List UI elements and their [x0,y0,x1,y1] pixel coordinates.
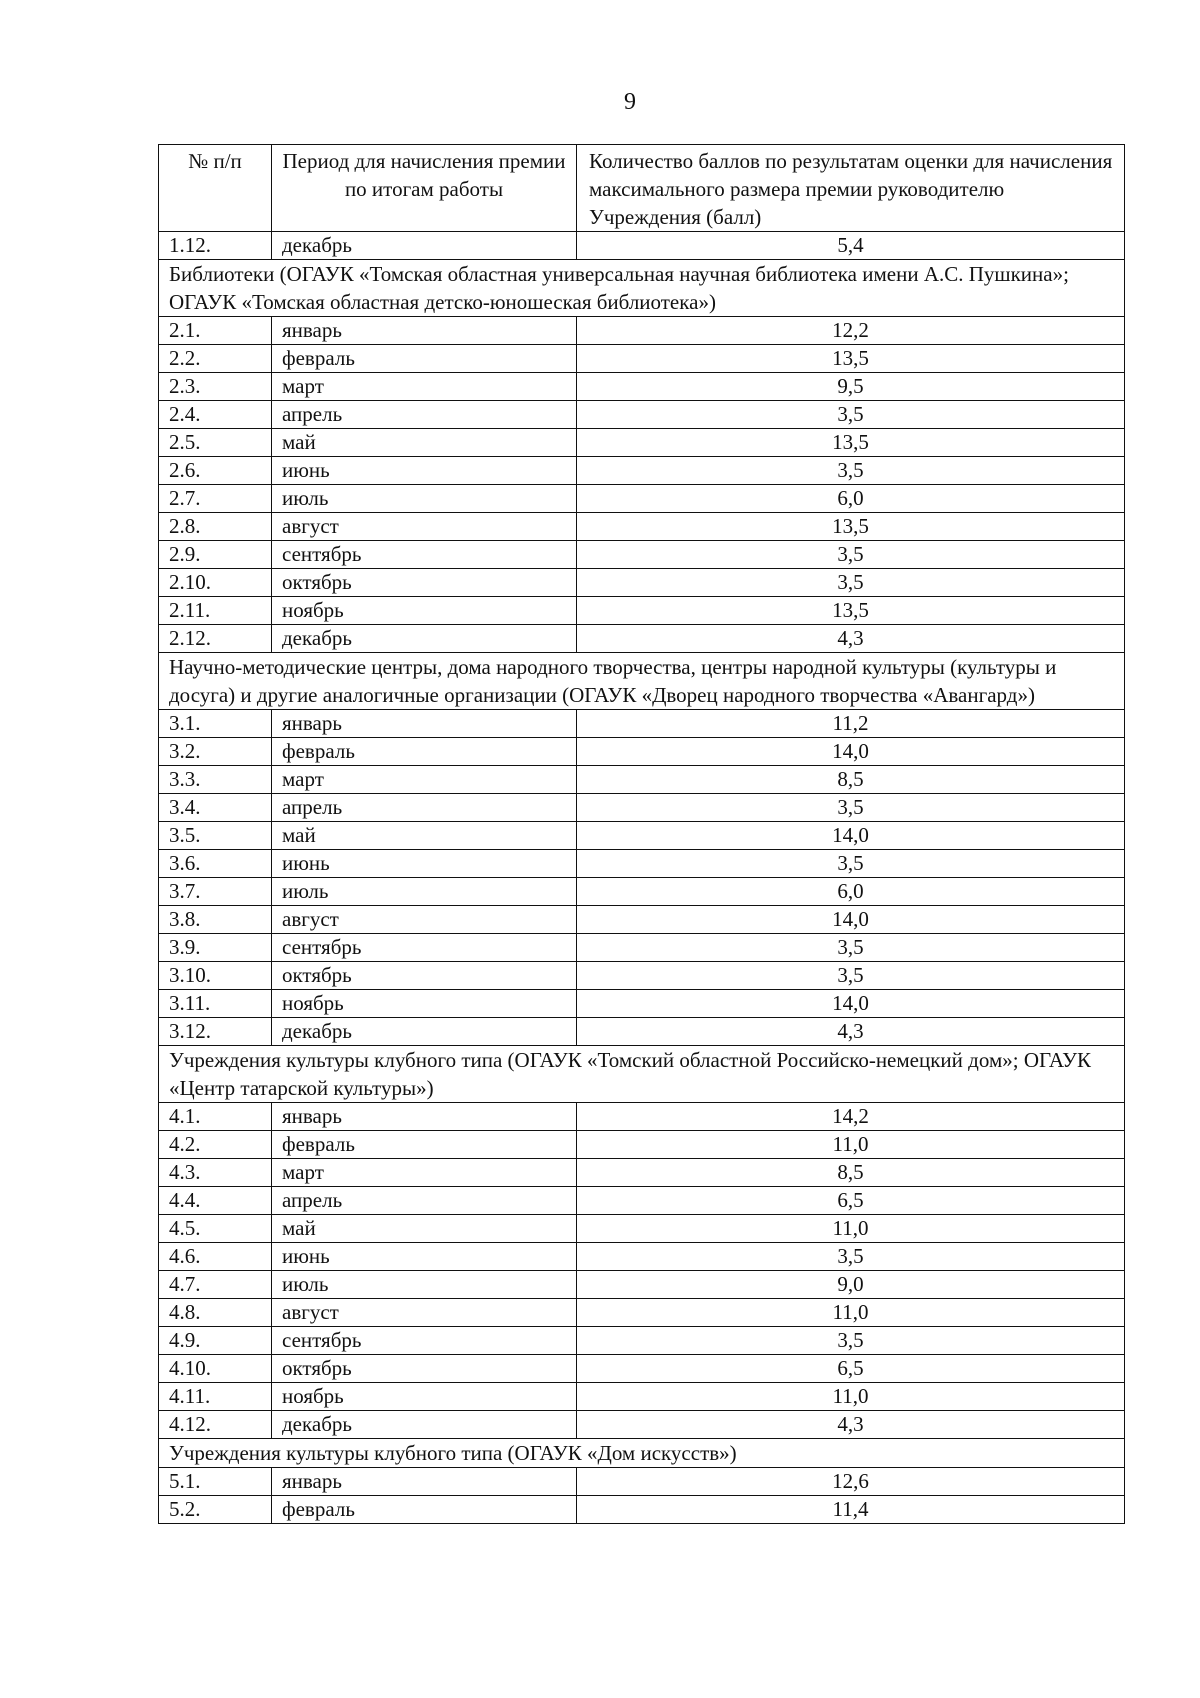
row-points: 14,0 [577,822,1125,850]
table-row [159,1299,1125,1327]
row-period: ноябрь [272,597,577,625]
section-row [159,260,1125,317]
row-number: 3.3. [159,766,272,794]
row-points: 11,2 [577,710,1125,738]
section-row [159,1046,1125,1103]
row-points: 11,0 [577,1131,1125,1159]
row-period: май [272,1215,577,1243]
row-period: декабрь [272,625,577,653]
row-period: сентябрь [272,541,577,569]
table-row [159,1496,1125,1524]
row-number: 3.12. [159,1018,272,1046]
row-number: 3.10. [159,962,272,990]
row-period: март [272,1159,577,1187]
row-points: 3,5 [577,457,1125,485]
row-points: 5,4 [577,232,1125,260]
table-row [159,1383,1125,1411]
table-row [159,569,1125,597]
row-points: 13,5 [577,345,1125,373]
row-points: 3,5 [577,1243,1125,1271]
row-points: 13,5 [577,513,1125,541]
row-number: 3.6. [159,850,272,878]
table-row [159,1327,1125,1355]
row-number: 3.5. [159,822,272,850]
table-row [159,1468,1125,1496]
row-points: 3,5 [577,541,1125,569]
row-number: 2.7. [159,485,272,513]
row-points: 9,5 [577,373,1125,401]
section-title: Учреждения культуры клубного типа (ОГАУК «Томский областной Российско-немецкий дом»; ОГАУК «Центр татарской культуры») [159,1046,1125,1103]
row-period: июнь [272,457,577,485]
row-points: 4,3 [577,1411,1125,1439]
row-period: декабрь [272,232,577,260]
row-points: 12,6 [577,1468,1125,1496]
row-points: 3,5 [577,794,1125,822]
row-points: 11,0 [577,1299,1125,1327]
table-row [159,457,1125,485]
table-row [159,906,1125,934]
page-number: 9 [624,89,636,115]
row-points: 6,0 [577,878,1125,906]
row-number: 3.1. [159,710,272,738]
table-row [159,1243,1125,1271]
table-row [159,1159,1125,1187]
table-row [159,710,1125,738]
row-points: 8,5 [577,1159,1125,1187]
row-points: 6,0 [577,485,1125,513]
table-row [159,1103,1125,1131]
table-row [159,541,1125,569]
row-period: февраль [272,738,577,766]
row-period: август [272,513,577,541]
row-number: 4.10. [159,1355,272,1383]
section-row [159,1439,1125,1468]
header-number: № п/п [159,145,272,232]
row-number: 4.1. [159,1103,272,1131]
row-number: 4.12. [159,1411,272,1439]
row-number: 2.11. [159,597,272,625]
row-points: 8,5 [577,766,1125,794]
row-period: ноябрь [272,1383,577,1411]
row-number: 4.9. [159,1327,272,1355]
row-period: июль [272,1271,577,1299]
row-number: 2.1. [159,317,272,345]
table-row [159,485,1125,513]
row-period: февраль [272,1131,577,1159]
row-number: 3.8. [159,906,272,934]
row-number: 4.5. [159,1215,272,1243]
table-row [159,401,1125,429]
row-period: июнь [272,1243,577,1271]
row-period: январь [272,1103,577,1131]
row-points: 6,5 [577,1187,1125,1215]
table-row [159,822,1125,850]
row-number: 4.8. [159,1299,272,1327]
table-row [159,1215,1125,1243]
row-period: апрель [272,401,577,429]
table-row [159,1411,1125,1439]
table-row [159,990,1125,1018]
row-points: 9,0 [577,1271,1125,1299]
row-number: 4.6. [159,1243,272,1271]
row-period: март [272,766,577,794]
row-points: 11,0 [577,1383,1125,1411]
table-row [159,878,1125,906]
row-period: октябрь [272,1355,577,1383]
row-number: 3.9. [159,934,272,962]
row-number: 1.12. [159,232,272,260]
row-period: февраль [272,1496,577,1524]
row-points: 3,5 [577,850,1125,878]
row-period: март [272,373,577,401]
table-row [159,317,1125,345]
row-number: 4.2. [159,1131,272,1159]
row-points: 13,5 [577,429,1125,457]
row-points: 3,5 [577,962,1125,990]
row-period: май [272,429,577,457]
row-number: 4.3. [159,1159,272,1187]
row-period: сентябрь [272,934,577,962]
table-row [159,766,1125,794]
row-period: август [272,906,577,934]
table-row [159,1271,1125,1299]
row-points: 4,3 [577,625,1125,653]
table-row [159,429,1125,457]
row-number: 5.1. [159,1468,272,1496]
table-row [159,597,1125,625]
header-points: Количество баллов по результатам оценки для начисления максимального размера премии руководителю Учреждения (балл) [577,145,1125,232]
table-row [159,962,1125,990]
row-number: 4.11. [159,1383,272,1411]
row-number: 2.5. [159,429,272,457]
row-period: декабрь [272,1018,577,1046]
row-period: апрель [272,1187,577,1215]
table-row [159,345,1125,373]
row-period: январь [272,710,577,738]
row-points: 3,5 [577,1327,1125,1355]
section-row [159,653,1125,710]
row-points: 13,5 [577,597,1125,625]
row-points: 11,4 [577,1496,1125,1524]
table-row [159,373,1125,401]
section-title: Учреждения культуры клубного типа (ОГАУК «Дом искусств») [159,1439,1125,1468]
row-points: 3,5 [577,934,1125,962]
row-period: май [272,822,577,850]
row-period: октябрь [272,962,577,990]
section-title: Научно-методические центры, дома народного творчества, центры народной культуры (культуры и досуга) и другие аналогичные организации (ОГАУК «Дворец народного творчества «Авангард») [159,653,1125,710]
row-number: 4.7. [159,1271,272,1299]
row-number: 2.4. [159,401,272,429]
row-points: 14,0 [577,990,1125,1018]
row-number: 4.4. [159,1187,272,1215]
table-row [159,1018,1125,1046]
table-row [159,794,1125,822]
row-points: 3,5 [577,401,1125,429]
row-period: июль [272,485,577,513]
row-period: сентябрь [272,1327,577,1355]
premium-points-table [158,144,1125,1524]
table-row [159,513,1125,541]
row-points: 14,2 [577,1103,1125,1131]
row-period: февраль [272,345,577,373]
row-period: август [272,1299,577,1327]
row-points: 6,5 [577,1355,1125,1383]
table-row [159,934,1125,962]
table-row [159,232,1125,260]
table-row [159,625,1125,653]
row-points: 4,3 [577,1018,1125,1046]
row-number: 3.2. [159,738,272,766]
row-number: 3.11. [159,990,272,1018]
row-period: июнь [272,850,577,878]
row-number: 5.2. [159,1496,272,1524]
row-points: 14,0 [577,906,1125,934]
row-points: 14,0 [577,738,1125,766]
section-title: Библиотеки (ОГАУК «Томская областная универсальная научная библиотека имени А.С. Пушкина»; ОГАУК «Томская областная детско-юношеская библиотека») [159,260,1125,317]
row-period: октябрь [272,569,577,597]
row-number: 2.2. [159,345,272,373]
row-period: декабрь [272,1411,577,1439]
table-row [159,738,1125,766]
row-number: 2.9. [159,541,272,569]
row-period: ноябрь [272,990,577,1018]
row-number: 2.6. [159,457,272,485]
table-row [159,1131,1125,1159]
row-period: апрель [272,794,577,822]
row-number: 2.8. [159,513,272,541]
table-row [159,1355,1125,1383]
row-number: 2.3. [159,373,272,401]
row-number: 3.7. [159,878,272,906]
row-period: январь [272,1468,577,1496]
row-period: июль [272,878,577,906]
row-points: 3,5 [577,569,1125,597]
header-period: Период для начисления премии по итогам работы [272,145,577,232]
table-header-row [159,145,1125,232]
row-number: 2.12. [159,625,272,653]
row-number: 3.4. [159,794,272,822]
row-points: 12,2 [577,317,1125,345]
row-points: 11,0 [577,1215,1125,1243]
row-period: январь [272,317,577,345]
table-row [159,1187,1125,1215]
row-number: 2.10. [159,569,272,597]
table-row [159,850,1125,878]
table-body [159,232,1125,1524]
